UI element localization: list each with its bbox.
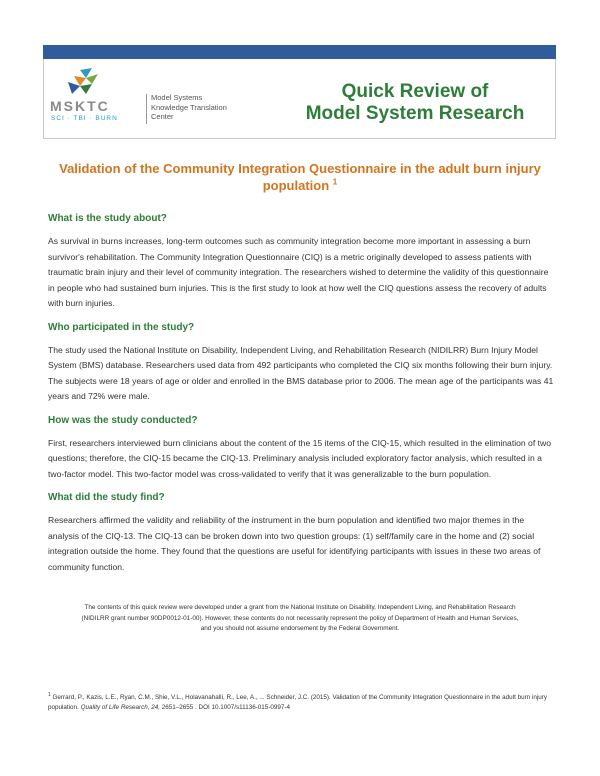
center-name — [151, 93, 227, 122]
section-body-participants: The study used the National Institute on Disability, Independent Living, and Rehabilitation Research (NIDILRR) Burn Injury Model System (BMS) database. Researchers used data from 492 participants who completed the CIQ six months following their burn injury. The subjects were 18 years of age or older and enrolled in the BMS database prior to 2006. The mean age of the participants was 41 years and 72% were male. — [48, 344, 554, 401]
study-title-footnote-marker: 1 — [332, 177, 338, 187]
quick-review-title-line: Model System Research — [305, 103, 525, 124]
study-title — [48, 160, 552, 194]
section-body-about: As survival in burns increases, long-term outcomes such as community integration become more important in assessing a burn survivor's rehabilitation. The Community Integration Questionnaire (CIQ) is a metric originally developed to assess patients with traumatic brain injury and their level of community integration. The researchers wished to determine the validity of this questionnaire in people who had sustained burn injuries. This is the first study to look at how well the CIQ questions assess the recovery of adults with burn injuries. — [48, 236, 549, 308]
footnote-marker: 1 — [48, 692, 51, 698]
content — [48, 212, 556, 584]
study-title-text: Validation of the Community Integration Questionnaire in the adult burn injury population — [59, 161, 541, 193]
header-bar — [43, 45, 556, 59]
quick-review-title — [300, 81, 530, 125]
msktc-logo — [50, 68, 150, 130]
footnote-authors: Gerrard, P., Kazis, L.E., Ryan, C.M., Shie, V.L., Holavanahalli, R., Lee, A., ... Schneider, J.C. (2015). Validation of the Community Integration Questionnaire in the adult burn injury population. — [48, 694, 547, 711]
center-name-line: Knowledge Translation — [151, 102, 227, 112]
logo-divider — [146, 94, 147, 124]
section-body-findings: Researchers affirmed the validity and reliability of the instrument in the burn population and identified two major themes in the analysis of the CIQ-13. The CIQ-13 can be broken down into two question groups: (1) self/family care in the home and (2) social integration outside the home. They found that the questions are useful for identifying participants with issues in these two areas of community function. — [48, 515, 541, 572]
citation-footnote — [48, 691, 560, 712]
center-name-line: Model Systems — [151, 93, 203, 102]
footnote-journal: Quality of Life Research, 24, — [80, 703, 161, 711]
logo-wordmark: MSKTC — [50, 98, 110, 114]
center-name-line: Center — [151, 112, 174, 121]
section-body-method: First, researchers interviewed burn clinicians about the content of the 15 items of the CIQ-15, which resulted in the elimination of two questions; therefore, the CIQ-15 became the CIQ-13. Preliminary analysis included exploratory factor analysis, which resulted in a two-factor model. This two-factor model was cross-validated to verify that it was generalizable to the burn population. — [48, 437, 551, 479]
quick-review-title-line: Quick Review of — [341, 81, 489, 102]
logo-subtitle: SCI · TBI · BURN — [51, 115, 118, 122]
logo-mark-icon — [58, 68, 108, 98]
section-heading-method: How was the study conducted? — [48, 414, 198, 426]
section-heading-participants: Who participated in the study? — [48, 321, 195, 333]
funding-disclaimer: The contents of this quick review were developed under a grant from the National Institute on Disability, Independent Living, and Rehabilitation Research (NIDILRR grant number 90DP0012-01-00). However, these contents do not necessarily represent the policy of Department of Health and Human Services, and you should not assume endorsement by the Federal Government. — [81, 604, 519, 632]
section-heading-about: What is the study about? — [48, 213, 167, 224]
section-heading-findings: What did the study find? — [48, 492, 165, 503]
footnote-pages-doi: 2651–2655 . DOI 10.1007/s11136-015-0997-4 — [161, 703, 291, 711]
